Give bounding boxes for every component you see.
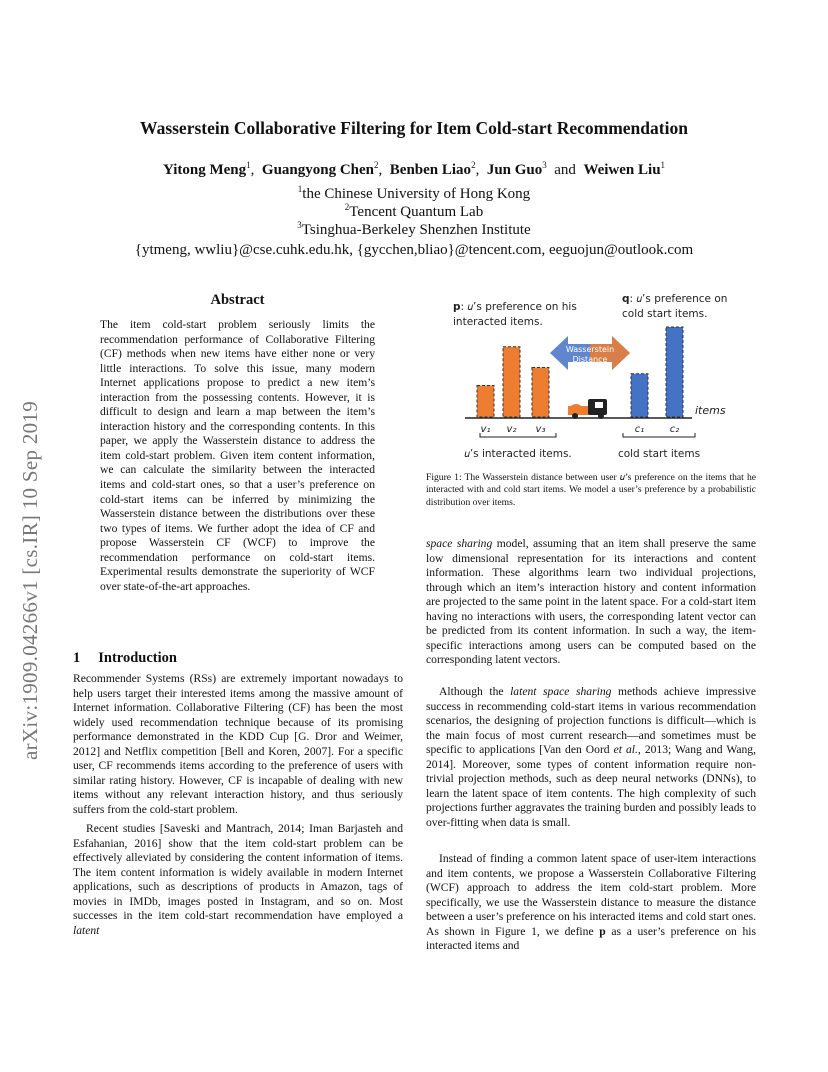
axis-label: items (695, 404, 726, 417)
right-paragraph-2: Although the latent space sharing methods achieve impressive success in recommending cold-start items in various recommendation scenarios, the designing of projection functions is difficult—which is the main focus of most current research—and sometimes must be specific to applications [Van den Oord et al., 2013; Wang and Wang, 2014]. Moreover, some types of content information require non-trivial projection methods, such as deep neural networks (DNNs), to learn the latent space of item contents. The high complexity of such projections further aggravates the training burden and possibly leads to over-fitting when data is small. (426, 685, 756, 829)
author-name: Weiwen Liu (583, 162, 661, 178)
author-affil-mark: 2 (471, 160, 476, 170)
author-affil-mark: 1 (660, 160, 666, 170)
p-label-line2: interacted items. (453, 316, 543, 328)
abstract-heading: Abstract (210, 292, 265, 308)
author-affil-mark: 2 (374, 160, 379, 170)
author-name: Jun Guo (486, 162, 543, 178)
author-and: and (554, 162, 576, 178)
affiliation: $^1$the Chinese University of Hong Kong (297, 184, 531, 202)
author-name: Benben Liao (389, 162, 472, 178)
author-name: Guangyong Chen (261, 162, 375, 178)
author-list: Yitong Meng$^1$, Guangyong Chen$^2$, Benben Liao$^2$, Jun Guo$^3$ and Weiwen Liu$^1$ (162, 160, 666, 178)
right-paragraph-1: space sharing model, assuming that an item shall preserve the same low dimensional representation for its interactions and content information. These algorithms learn two individual projections, through which an item’s interaction history and content information are projected to the same point in the latent space. For a cold-start item having no interactions with users, the corresponding latent vector can be predicted from its content information. In such a way, the item-specific interactions among users can be computed based on the corresponding latent vectors. (426, 537, 757, 667)
affiliation: $^3$Tsinghua-Berkeley Shenzhen Institute (297, 220, 531, 238)
interacted-bar-label-3: v₃ (535, 424, 546, 435)
q-label-line2: cold start items. (622, 308, 708, 320)
right-paragraph-3: Instead of finding a common latent space of user-item interactions and item contents, we propose a Wasserstein Collaborative Filtering (WCF) approach to address the item cold-start problem. More specifically, we use the Wasserstein distance to measure the distance between a user’s preference on his interacted items and cold start ones. As shown in Figure 1, we define p as a user’s preference on his interacted items and (426, 852, 756, 953)
figure-1 (440, 286, 760, 466)
author-affil-mark: 3 (542, 160, 547, 170)
arxiv-stamp: arXiv:1909.04266v1 [cs.IR] 10 Sep 2019 (18, 400, 42, 760)
arrow-label-line1: Wasserstein (565, 345, 615, 354)
interacted-bar-1 (477, 386, 494, 418)
left-group-label: 𝑢’s interacted items. (464, 448, 572, 460)
affiliation: $^2$Tencent Quantum Lab (344, 202, 484, 220)
section-number: 1 (73, 650, 81, 666)
interacted-bar-2 (503, 347, 520, 417)
right-group-label: cold start items (617, 448, 701, 460)
truck-icon (568, 399, 607, 419)
author-affil-mark: 1 (246, 160, 251, 170)
section-heading (73, 650, 177, 667)
cold-start-bar-2 (666, 327, 683, 417)
interacted-bar-label-2: v₂ (506, 424, 517, 435)
author-name: Yitong Meng (162, 162, 247, 178)
arrow-label-line2: Distance (572, 355, 608, 364)
bar-group (477, 327, 683, 417)
p-label-line1: p: 𝑢’s preference on his (453, 301, 577, 313)
cold-start-bar-label-1: c₁ (634, 424, 645, 435)
abstract-text: The item cold-start problem seriously limits the recommendation performance of Collaborative Filtering (CF) methods when new items have either none or very little interactions. To solve this issue, many modern Internet applications propose to predict a new item’s interaction from the possessing contents. However, it is difficult to design and learn a map between the item’s interaction history and the corresponding contents. In this paper, we apply the Wasserstein distance to address the item cold-start problem. Given item content information, we can calculate the similarity between the interacted items and cold-start ones, so that a user’s preference on cold-start items can be inferred by minimizing the Wasserstein distance between the distributions over these two types of items. We further adopt the idea of CF and propose Wasserstein CF (WCF) to improve the recommendation performance on cold-start items. Experimental results demonstrate the superiority of WCF over state-of-the-art approaches. (100, 318, 375, 593)
intro-paragraph-2: Recent studies [Saveski and Mantrach, 2014; Iman Barjasteh and Esfahanian, 2016] show that the item cold-start problem can be effectively alleviated by considering the content information of items. The item content information is widely available in modern Internet applications, such as descriptions of products in Amazon, tags of movies in IMDb, images posted in Instagram, and so on. Most successes in the item cold-start recommendation have employed a latent (73, 822, 403, 937)
email-list: {ytmeng, wwliu}@cse.cuhk.edu.hk, {gycchen,bliao}@tencent.com, eeguojun@outlook.com (134, 242, 694, 258)
interacted-bar-label-1: v₁ (480, 424, 491, 435)
paper-title: Wasserstein Collaborative Filtering for Item Cold-start Recommendation (140, 118, 688, 138)
figure-caption: Figure 1: The Wasserstein distance between user 𝑢’s preference on the items that he interacted with and cold start items. We model a user’s preference by a probabilistic distribution over items. (426, 472, 756, 508)
cold-start-bar-1 (631, 374, 648, 417)
interacted-bar-3 (532, 368, 549, 418)
cold-start-bar-label-2: c₂ (669, 424, 680, 435)
q-label-line1: q: 𝑢’s preference on (622, 293, 728, 305)
intro-paragraph-1: Recommender Systems (RSs) are extremely important nowadays to help users target their interested items among the massive amount of Internet information. Collaborative Filtering (CF) has been the most widely used recommendation technique because of its promising performance demonstrated in the KDD Cup [G. Dror and Weimer, 2012] and Netflix competition [Bell and Koren, 2007]. For a specific user, CF recommends items according to the preference of users with similar rating history. However, CF is incapable of dealing with new items without any relevant interaction history, and thus seriously suffers from the cold-start problem. (73, 672, 403, 816)
section-title: Introduction (98, 650, 177, 666)
